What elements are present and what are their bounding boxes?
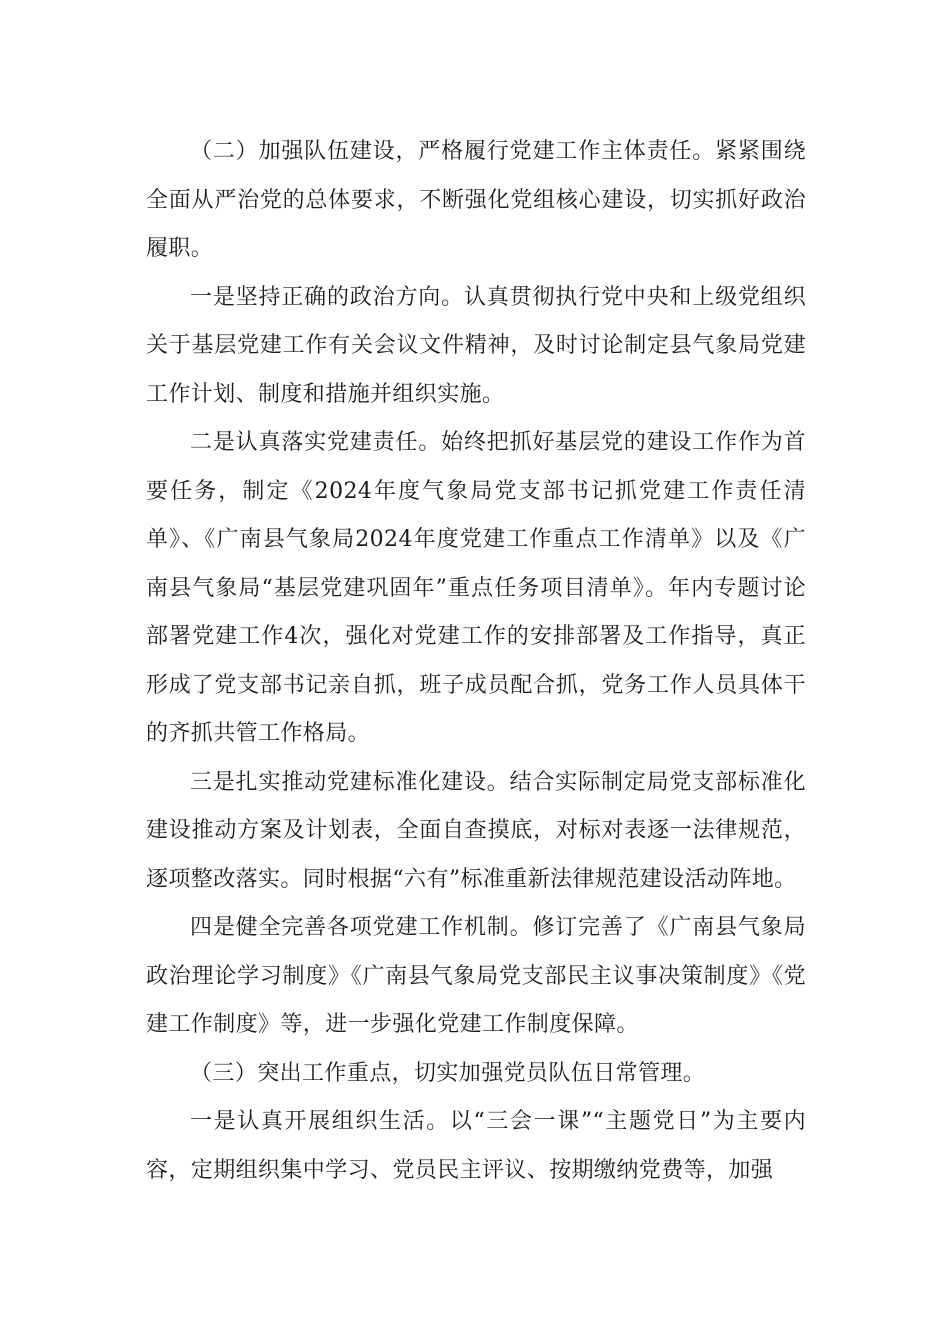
paragraph-section-3-heading: （三）突出工作重点，切实加强党员队伍日常管理。 (190, 1060, 706, 1086)
paragraph-item-1: 一是坚持正确的政治方向。认真贯彻执行党中央和上级党组织关于基层党建工作有关会议文件精神，及时讨论制定县气象局党建工作计划、制度和措施并组织实施。 (146, 284, 806, 407)
paragraph-section-3-item-1: 一是认真开展组织生活。以“三会一课”“主题党日”为主要内容，定期组织集中学习、党员民主评议、按期缴纳党费等，加强 (146, 1109, 806, 1183)
paragraph-item-3: 三是扎实推动党建标准化建设。结合实际制定局党支部标准化建设推动方案及计划表，全面自查摸底，对标对表逐一法律规范，逐项整改落实。同时根据“六有”标准重新法律规范建设活动阵地。 (146, 769, 806, 892)
paragraph-item-2: 二是认真落实党建责任。始终把抓好基层党的建设工作作为首要任务，制定《2024年度气象局党支部书记抓党建工作责任清单》、《广南县气象局2024年度党建工作重点工作清单》以及《广南县气象局“基层党建巩固年”重点任务项目清单》。年内专题讨论部署党建工作4次，强化对党建工作的安排部署及工作指导，真正形成了党支部书记亲自抓，班子成员配合抓，党务工作人员具体干的齐抓共管工作格局。 (146, 430, 806, 746)
paragraph-item-4: 四是健全完善各项党建工作机制。修订完善了《广南县气象局政治理论学习制度》《广南县气象局党支部民主议事决策制度》《党建工作制度》等，进一步强化党建工作制度保障。 (146, 915, 806, 1037)
document-body (146, 128, 806, 1195)
paragraph-section-2-heading: （二）加强队伍建设，严格履行党建工作主体责任。紧紧围绕全面从严治党的总体要求，不断强化党组核心建设，切实抓好政治履职。 (146, 139, 806, 261)
